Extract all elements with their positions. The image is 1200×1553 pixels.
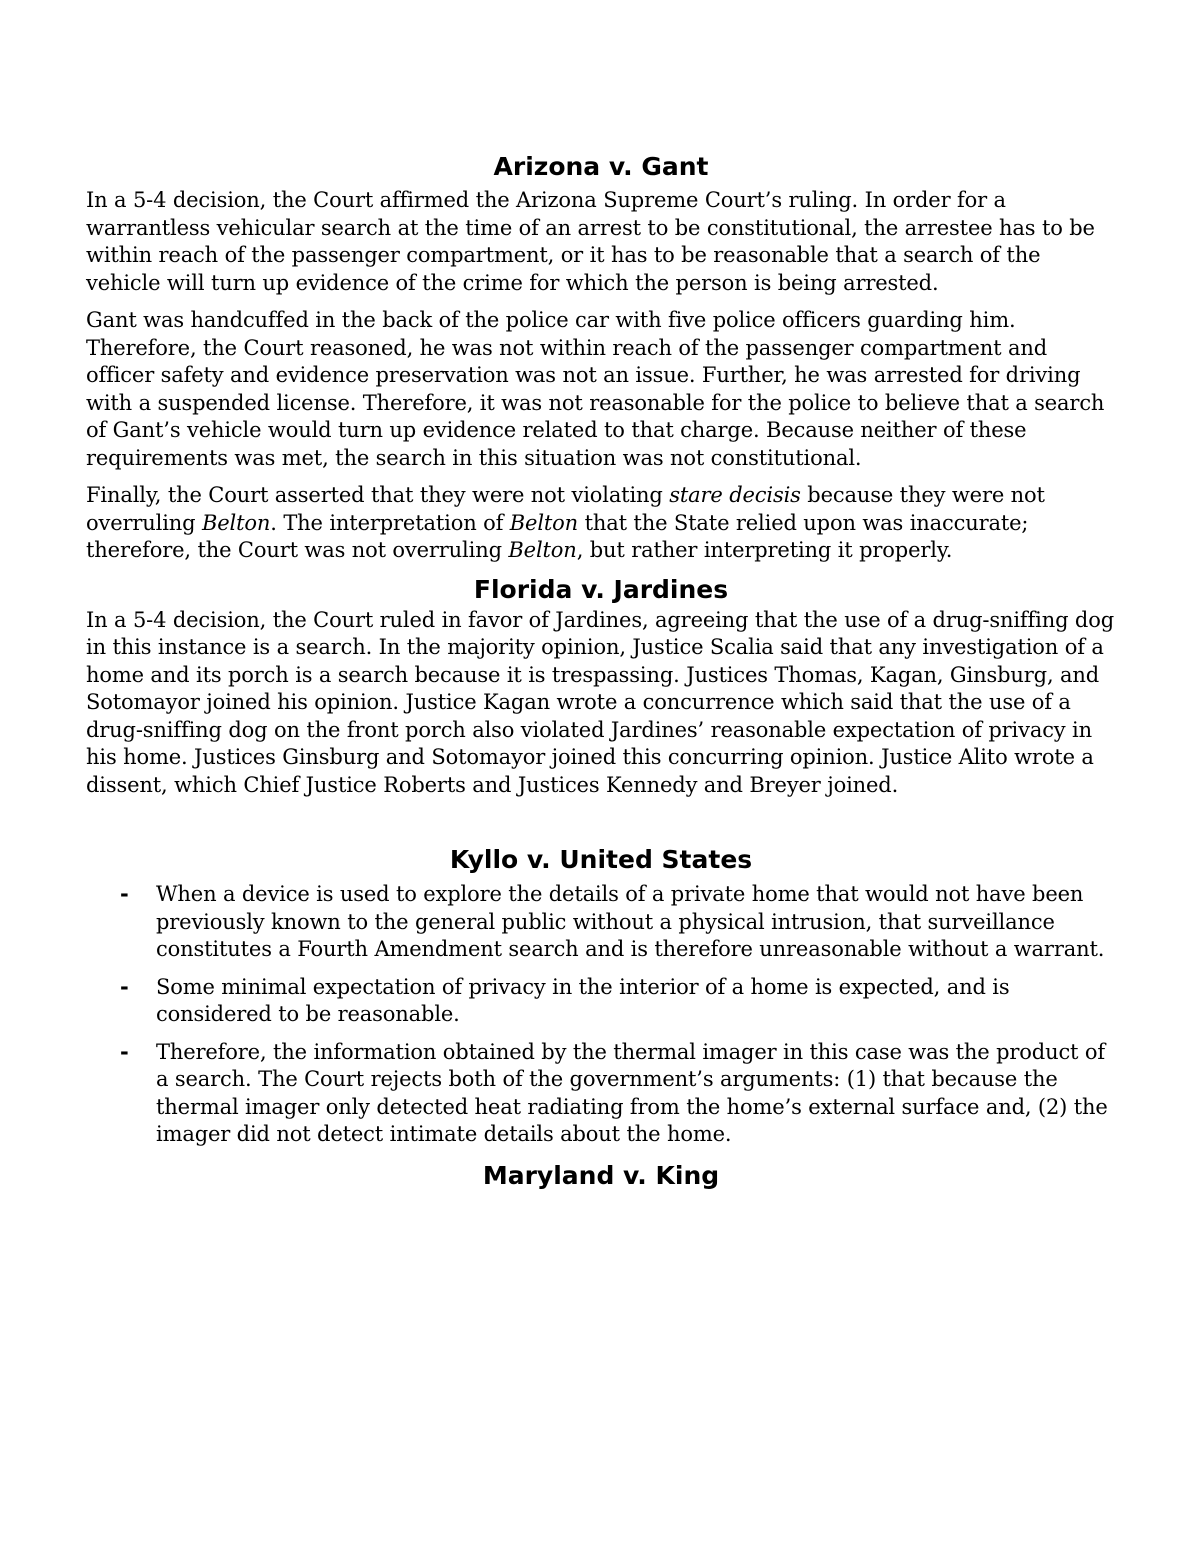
dash-bullet-icon: - bbox=[120, 882, 129, 906]
list-item-text: When a device is used to explore the details of a private home that would not have been previously known to the general public without a physical intrusion, that surveillance constitutes a Fourth Amendment search and is therefore unreasonable without a warrant. bbox=[156, 882, 1105, 961]
kyllo-bullet-list bbox=[86, 881, 1116, 1149]
section-title-kyllo-v-united-states: Kyllo v. United States bbox=[449, 845, 753, 874]
list-item-text: Some minimal expectation of privacy in the interior of a home is expected, and is considered to be reasonable. bbox=[156, 974, 1010, 1026]
italic-case-name: Belton bbox=[201, 510, 271, 535]
text-run: . The interpretation of bbox=[270, 510, 510, 535]
list-item bbox=[86, 1039, 1116, 1149]
italic-case-name: Belton bbox=[508, 538, 577, 562]
section-title-maryland-v-king: Maryland v. King bbox=[482, 1160, 720, 1190]
text-run: that the State relied upon was inaccurate; therefore, the Court was not overruling bbox=[86, 510, 1029, 562]
text-run: because they were not overruling bbox=[86, 483, 1045, 535]
section-title-arizona-v-gant: Arizona v. Gant bbox=[493, 152, 709, 181]
list-item bbox=[86, 881, 1116, 964]
dash-bullet-icon: - bbox=[120, 974, 129, 999]
gant-paragraph-3 bbox=[86, 482, 1116, 565]
text-run: Finally, the Court asserted that they were not violating bbox=[86, 483, 670, 507]
jardines-paragraph-1: In a 5-4 decision, the Court ruled in favor of Jardines, agreeing that the use of a drug-sniffing dog in this instance is a search. In the majority opinion, Justice Scalia said that any investigation of a home and its porch is a search because it is trespassing. Justices Thomas, Kagan, Ginsburg, and Sotomayor joined his opinion. Justice Kagan wrote a concurrence which said that the use of a drug-sniffing dog on the front porch also violated Jardines’ reasonable expectation of privacy in his home. Justices Ginsburg and Sotomayor joined this concurring opinion. Justice Alito wrote a dissent, which Chief Justice Roberts and Justices Kennedy and Breyer joined. bbox=[86, 607, 1114, 797]
gant-paragraph-2: Gant was handcuffed in the back of the police car with five police officers guarding him. Therefore, the Court reasoned, he was not within reach of the passenger compartment and officer safety and evidence preservation was not an issue. Further, he was arrested for driving with a suspended license. Therefore, it was not reasonable for the police to believe that a search of Gant’s vehicle would turn up evidence related to that charge. Because neither of these requirements was met, the search in this situation was not constitutional. bbox=[86, 308, 1105, 470]
dash-bullet-icon: - bbox=[120, 1039, 129, 1064]
italic-case-term: stare decisis bbox=[669, 483, 801, 507]
list-item-text: Therefore, the information obtained by the thermal imager in this case was the product of a search. The Court rejects both of the government’s arguments: (1) that because the thermal imager only detected heat radiating from the home’s external surface and, (2) the imager did not detect intimate details about the home. bbox=[156, 1039, 1108, 1146]
gant-paragraph-1: In a 5-4 decision, the Court affirmed the Arizona Supreme Court’s ruling. In order for a warrantless vehicular search at the time of an arrest to be constitutional, the arrestee has to be within reach of the passenger compartment, or it has to be reasonable that a search of the vehicle will turn up evidence of the crime for which the person is being arrested. bbox=[86, 188, 1095, 295]
section-title-florida-v-jardines: Florida v. Jardines bbox=[473, 574, 729, 604]
list-item bbox=[86, 974, 1116, 1029]
italic-case-name: Belton bbox=[509, 510, 579, 535]
text-run: , but rather interpreting it properly. bbox=[576, 538, 953, 562]
